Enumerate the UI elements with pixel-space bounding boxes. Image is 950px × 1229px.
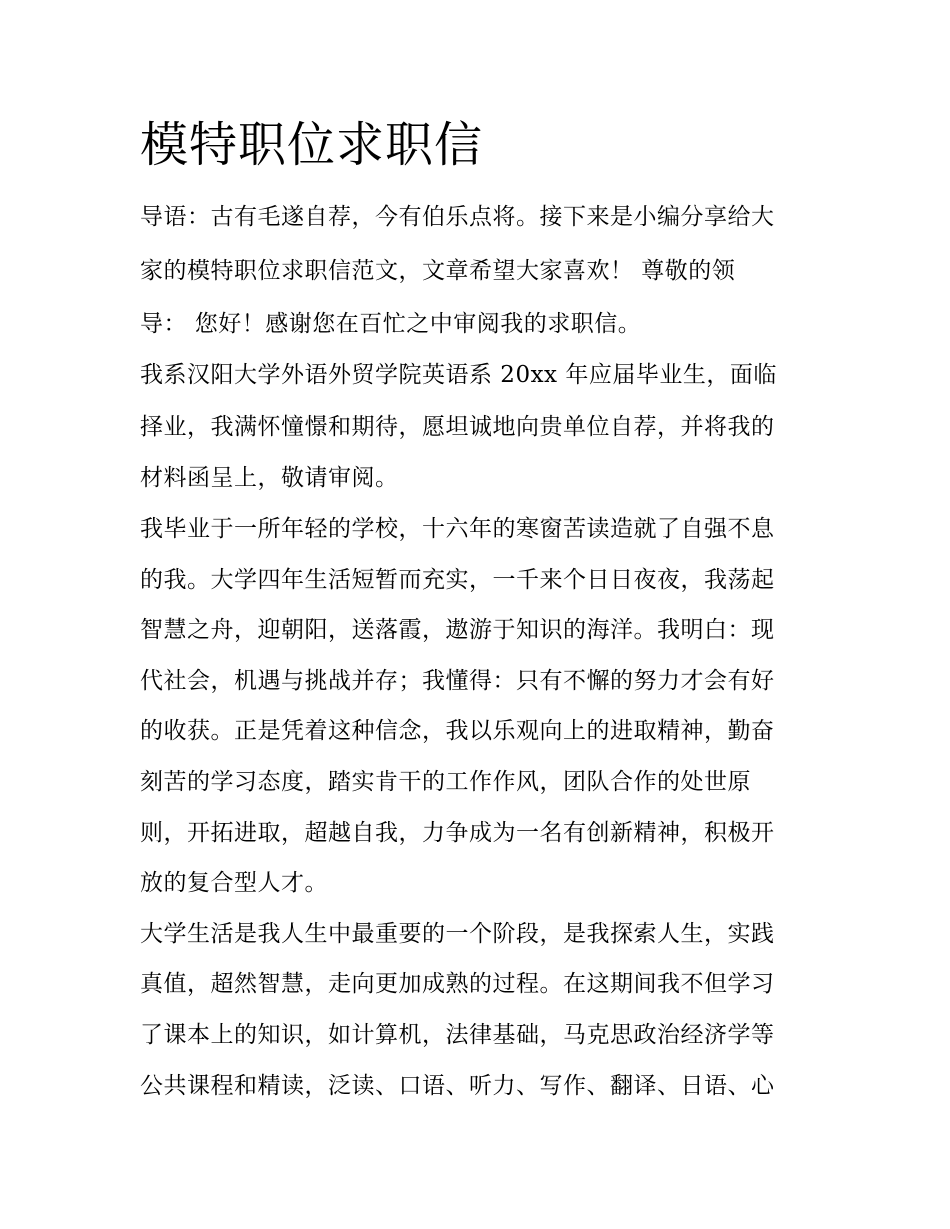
text-line: 智慧之舟，迎朝阳，送落霞，遨游于知识的海洋。我明白：现 <box>140 617 775 643</box>
text-line: 材料函呈上，敬请审阅。 <box>140 465 399 491</box>
text-line: 了课本上的知识，如计算机，法律基础，马克思政治经济学等 <box>140 1022 775 1048</box>
document-title: 模特职位求职信 <box>140 117 484 173</box>
text-line: 我毕业于一所年轻的学校，十六年的寒窗苦读造就了自强不息 <box>140 516 775 542</box>
text-line: 则，开拓进取，超越自我，力争成为一名有创新精神，积极开 <box>140 820 775 846</box>
text-line: 放的复合型人才。 <box>140 870 328 896</box>
text-line: 刻苦的学习态度，踏实肯干的工作作风，团队合作的处世原 <box>140 769 751 795</box>
text-line: 公共课程和精读，泛读、口语、听力、写作、翻译、日语、心 <box>140 1073 775 1099</box>
text-line: 代社会，机遇与挑战并存；我懂得：只有不懈的努力才会有好 <box>140 668 775 694</box>
text-line: 真值，超然智慧，走向更加成熟的过程。在这期间我不但学习 <box>140 971 775 997</box>
text-line: 导语：古有毛遂自荐，今有伯乐点将。接下来是小编分享给大 <box>140 204 775 230</box>
text-line: 我系汉阳大学外语外贸学院英语系 20xx 年应届毕业生，面临 <box>140 362 777 388</box>
text-line: 家的模特职位求职信范文，文章希望大家喜欢！ 尊敬的领 <box>140 258 736 284</box>
text-line: 的我。大学四年生活短暂而充实，一千来个日日夜夜，我荡起 <box>140 567 775 593</box>
text-line: 导： 您好！感谢您在百忙之中审阅我的求职信。 <box>140 311 642 337</box>
text-line: 大学生活是我人生中最重要的一个阶段，是我探索人生，实践 <box>140 921 775 947</box>
text-line: 择业，我满怀憧憬和期待，愿坦诚地向贵单位自荐，并将我的 <box>140 414 775 440</box>
text-line: 的收获。正是凭着这种信念，我以乐观向上的进取精神，勤奋 <box>140 718 775 744</box>
